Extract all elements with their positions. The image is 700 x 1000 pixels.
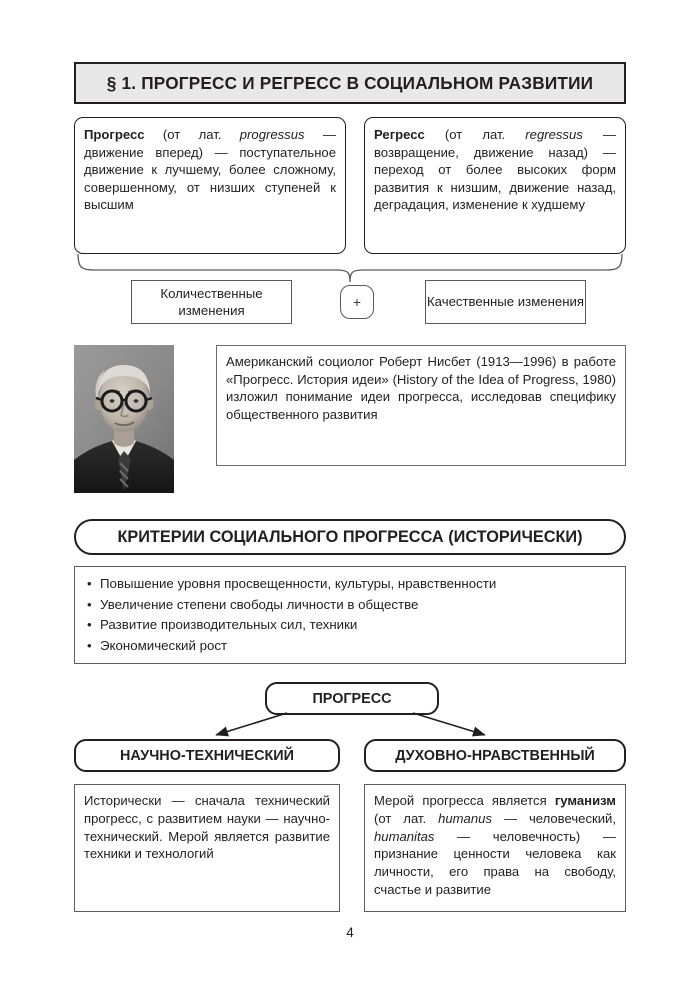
list-item	[85, 615, 615, 636]
criteria-item-3: Развитие производительных сил, техники	[100, 617, 358, 633]
plus-icon: +	[352, 294, 362, 310]
list-item	[85, 636, 615, 657]
criteria-header-banner	[74, 519, 626, 555]
definition-etymology-suffix-progress: — движение вперед) —	[84, 127, 336, 160]
tree-branch-spiritual-moral	[364, 739, 626, 772]
criteria-item-2: Увеличение степени свободы личности в обществе	[100, 596, 419, 612]
detail-latin-humanus: humanus	[438, 810, 492, 826]
quantitative-changes-label: Количественные изменения	[160, 285, 263, 318]
detail-mid1-spiritual: (от лат.	[374, 810, 439, 826]
definition-latin-progress: progressus	[239, 127, 305, 142]
tree-branch-label-scientific: НАУЧНО-ТЕХНИЧЕСКИЙ	[120, 747, 294, 764]
definition-body-regress: переход от более высоких форм развития к низшим, движение назад, деградация, изменение к худшему	[374, 162, 616, 213]
quantitative-changes-box	[131, 280, 292, 324]
criteria-item-4: Экономический рост	[100, 637, 228, 653]
chapter-title-text: § 1. ПРОГРЕСС И РЕГРЕСС В СОЦИАЛЬНОМ РАЗВИТИИ	[106, 72, 594, 93]
definition-latin-regress: regressus	[525, 127, 583, 142]
portrait-photo-nisbet	[74, 345, 174, 493]
detail-mid3-spiritual: — человечность) — признание ценности человека как личности, его права на свободу, счастье и развитие	[374, 828, 616, 897]
detail-bold-humanism: гуманизм	[554, 793, 616, 808]
criteria-list-box	[74, 566, 626, 664]
nisbet-note-text: Американский социолог Роберт Нисбет (1913—1996) в работе «Прогресс. История идеи» (History of the Idea of Progress, 1980) изложил понимание идеи прогресса, исследовав специфику общественного развития	[226, 354, 616, 423]
criteria-header-text: КРИТЕРИИ СОЦИАЛЬНОГО ПРОГРЕССА (ИСТОРИЧЕСКИ)	[117, 527, 583, 546]
detail-lead-spiritual: Мерой прогресса является	[374, 793, 555, 808]
tree-branch-scientific-technical	[74, 739, 340, 772]
detail-mid2-spiritual: — человеческий,	[491, 810, 616, 826]
criteria-item-1: Повышение уровня просвещенности, культуры, нравственности	[100, 576, 497, 591]
detail-text-scientific: Исторически — сначала технический прогресс, с развитием науки — научно-технический. Мерой является развитие техники и технологий	[84, 793, 330, 862]
qualitative-changes-label: Качественные изменения	[426, 294, 585, 310]
portrait-illustration	[74, 345, 174, 493]
definition-card-progress	[74, 117, 346, 254]
tree-root-progress	[265, 682, 439, 715]
qualitative-changes-box	[425, 280, 586, 324]
tree-branch-label-spiritual: ДУХОВНО-НРАВСТВЕННЫЙ	[395, 747, 595, 764]
detail-latin-humanitas: humanitas	[374, 828, 435, 844]
detail-box-spiritual-moral	[364, 784, 626, 912]
definition-term-progress: Прогресс	[84, 127, 145, 142]
page-number: 4	[346, 925, 354, 940]
definition-card-regress	[364, 117, 626, 254]
definition-etymology-prefix-regress: (от лат.	[424, 127, 526, 142]
plus-connector-node	[340, 285, 374, 319]
list-item	[85, 574, 615, 595]
definition-etymology-prefix-progress: (от лат.	[144, 127, 240, 142]
nisbet-note-box	[216, 345, 626, 466]
definition-etymology-suffix-regress: — возвращение, движение назад) —	[374, 127, 616, 160]
criteria-list	[85, 574, 615, 656]
definition-body-progress: поступательное движение к лучшему, более сложному, совершенному, от низших ступеней к высшим	[84, 144, 336, 213]
definition-term-regress: Регресс	[374, 127, 425, 142]
detail-box-scientific-technical	[74, 784, 340, 912]
chapter-title-banner	[74, 62, 626, 104]
list-item	[85, 595, 615, 616]
tree-root-label: ПРОГРЕСС	[312, 690, 392, 707]
